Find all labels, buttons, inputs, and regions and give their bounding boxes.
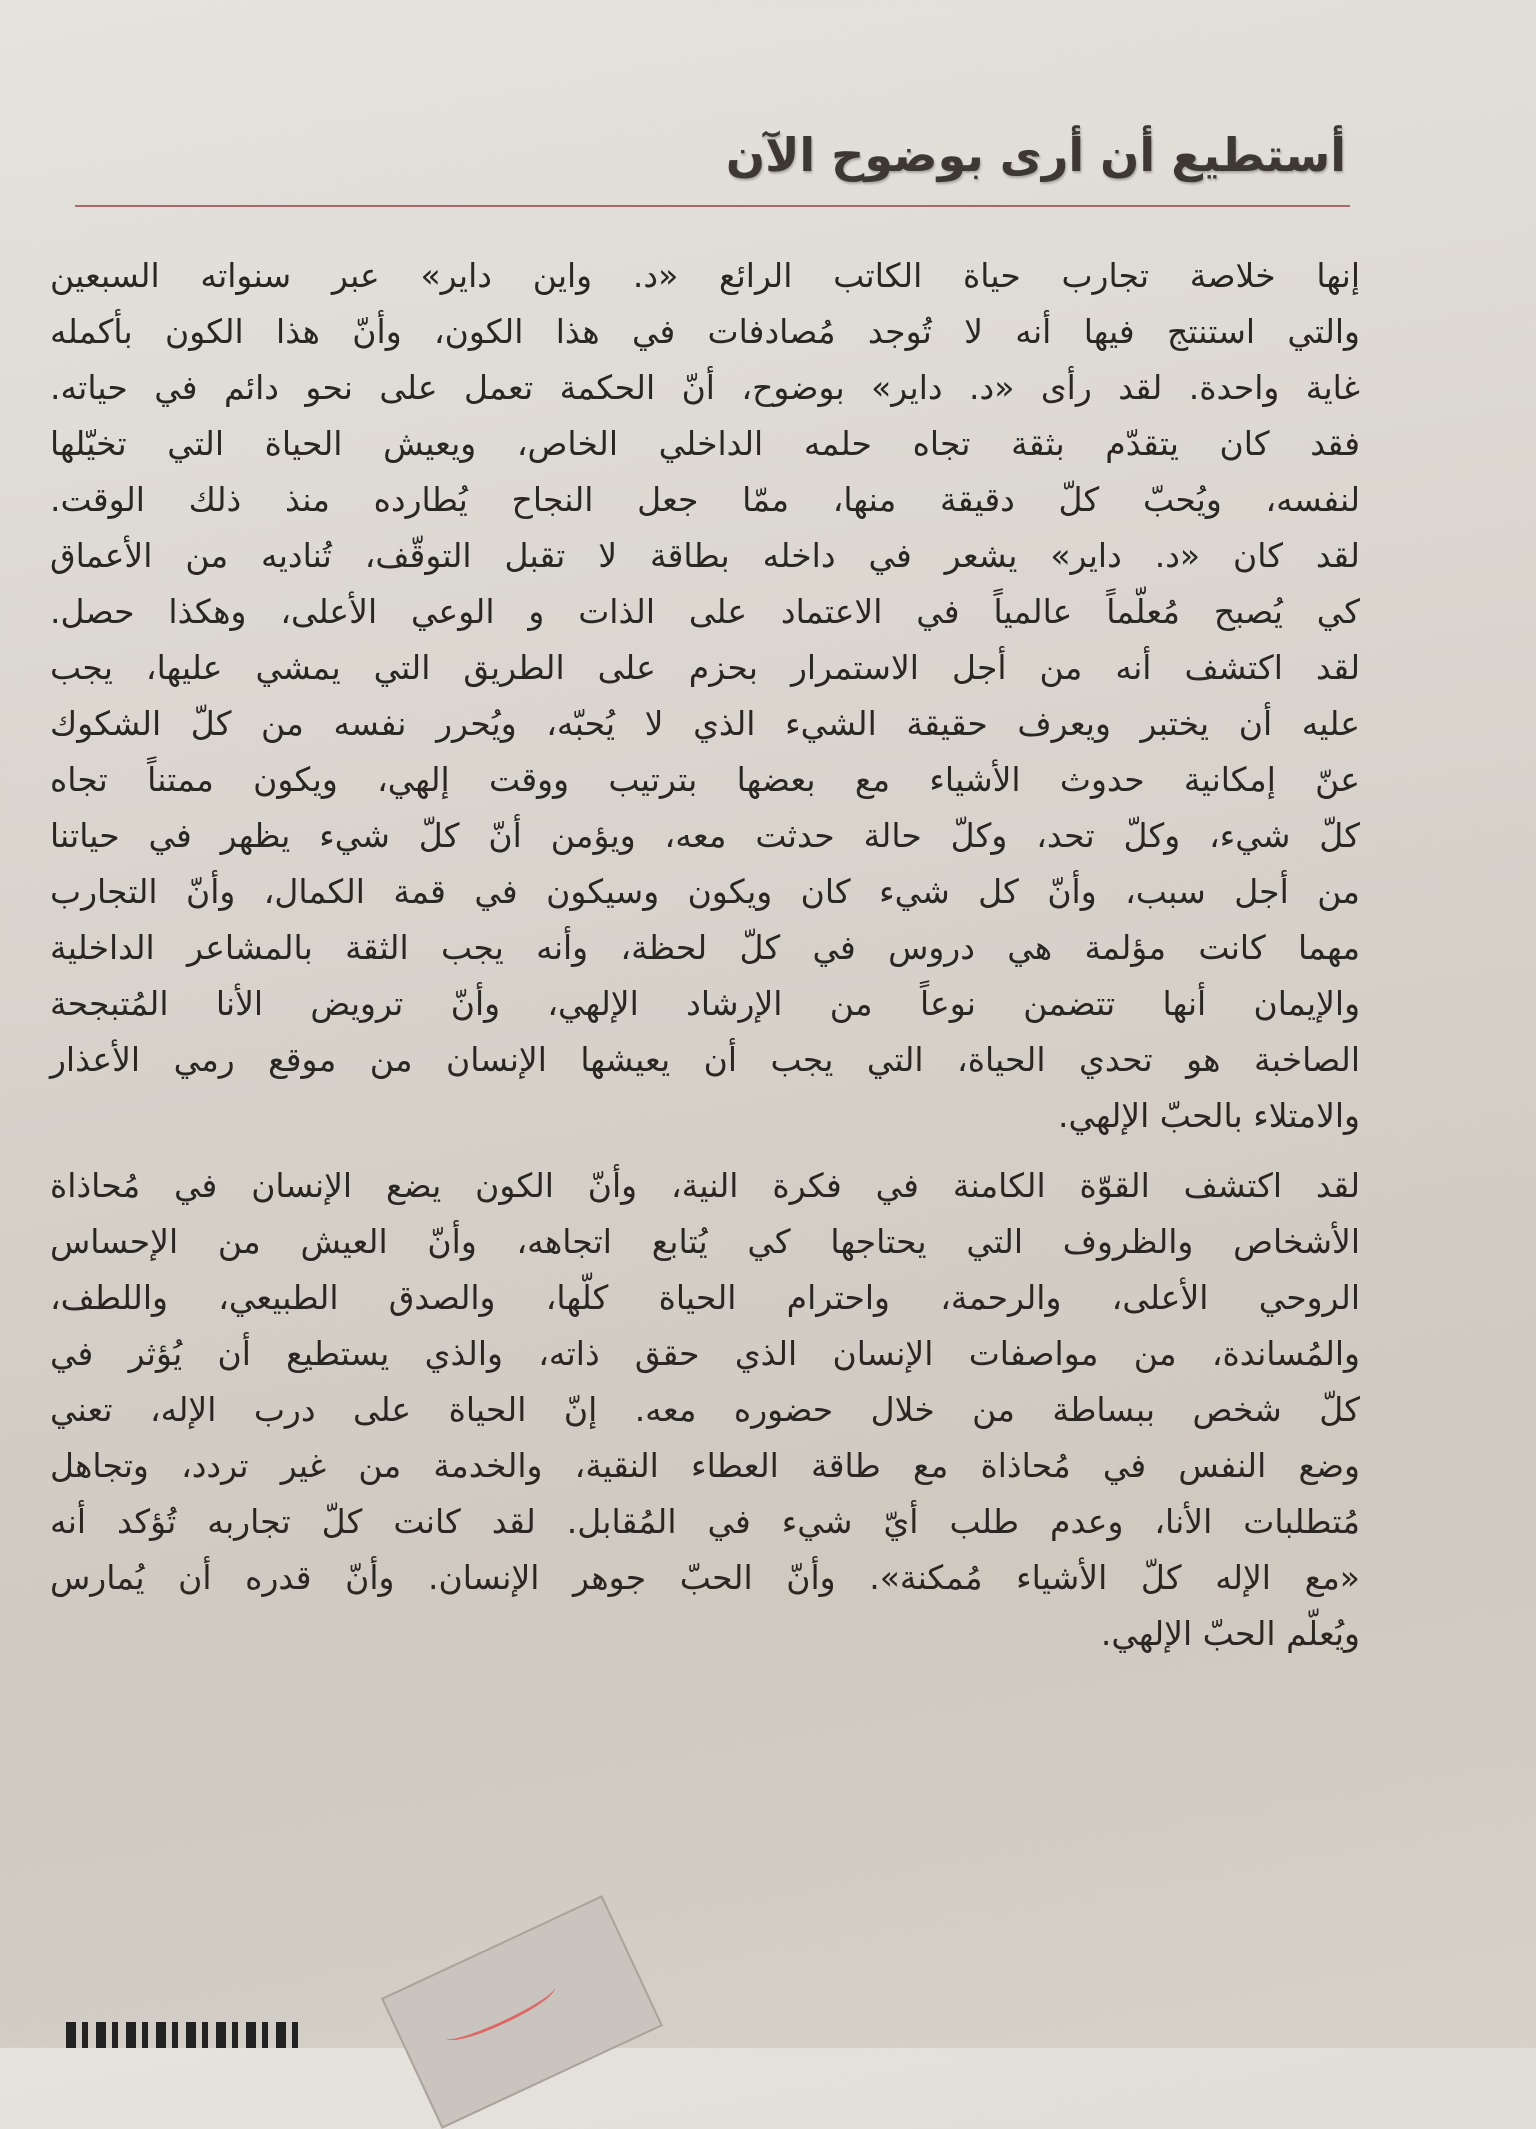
text-line: من أجل سبب، وأنّ كل شيء كان ويكون وسيكون في قمة الكمال، وأنّ التجارب (50, 872, 1360, 911)
text-line: «مع الإله كلّ الأشياء مُمكنة». وأنّ الحبّ جوهر الإنسان. وأنّ قدره أن يُمارس (50, 1558, 1360, 1597)
book-title: أستطيع أن أرى بوضوح الآن (725, 128, 1346, 182)
title-divider (75, 205, 1350, 207)
text-line: الصاخبة هو تحدي الحياة، التي يجب أن يعيشها الإنسان من موقع رمي الأعذار (50, 1040, 1360, 1079)
text-line: وضع النفس في مُحاذاة مع طاقة العطاء النقية، والخدمة من غير تردد، وتجاهل (50, 1446, 1360, 1485)
text-line: كي يُصبح مُعلّماً عالمياً في الاعتماد على الذات و الوعي الأعلى، وهكذا حصل. (50, 592, 1360, 631)
price-sticker (381, 1895, 663, 2129)
qr-code (66, 2022, 306, 2048)
text-line: لقد كان «د. داير» يشعر في داخله بطاقة لا تقبل التوقّف، تُناديه من الأعماق (50, 536, 1360, 575)
text-line: عنّ إمكانية حدوث الأشياء مع بعضها بترتيب ووقت إلهي، ويكون ممتناً تجاه (50, 760, 1360, 799)
paragraph-gap (50, 1144, 1360, 1158)
text-line: والامتلاء بالحبّ الإلهي. (1058, 1096, 1360, 1135)
text-line: والإيمان أنها تتضمن نوعاً من الإرشاد الإلهي، وأنّ ترويض الأنا المُتبجحة (50, 984, 1360, 1023)
text-line: ويُعلّم الحبّ الإلهي. (1100, 1614, 1360, 1653)
text-line: الروحي الأعلى، والرحمة، واحترام الحياة كلّها، والصدق الطبيعي، واللطف، (50, 1278, 1360, 1317)
text-line: فقد كان يتقدّم بثقة تجاه حلمه الداخلي الخاص، ويعيش الحياة التي تخيّلها (50, 424, 1360, 463)
text-line: والمُساندة، من مواصفات الإنسان الذي حقق ذاته، والذي يستطيع أن يُؤثر في (50, 1334, 1360, 1373)
text-line: لقد اكتشف أنه من أجل الاستمرار بحزم على الطريق التي يمشي عليها، يجب (50, 648, 1360, 687)
blurb-text (50, 248, 1360, 1662)
text-line: لنفسه، ويُحبّ كلّ دقيقة منها، ممّا جعل النجاح يُطارده منذ ذلك الوقت. (50, 480, 1360, 519)
text-line: كلّ شيء، وكلّ تحد، وكلّ حالة حدثت معه، ويؤمن أنّ كلّ شيء يظهر في حياتنا (50, 816, 1360, 855)
text-line: مُتطلبات الأنا، وعدم طلب أيّ شيء في المُقابل. لقد كانت كلّ تجاربه تُؤكد أنه (50, 1502, 1360, 1541)
text-line: كلّ شخص ببساطة من خلال حضوره معه. إنّ الحياة على درب الإله، تعني (50, 1390, 1360, 1429)
text-line: عليه أن يختبر ويعرف حقيقة الشيء الذي لا يُحبّه، ويُحرر نفسه من كلّ الشكوك (50, 704, 1360, 743)
text-line: والتي استنتج فيها أنه لا تُوجد مُصادفات في هذا الكون، وأنّ هذا الكون بأكمله (50, 312, 1360, 351)
text-line: إنها خلاصة تجارب حياة الكاتب الرائع «د. واين داير» عبر سنواته السبعين (50, 256, 1360, 295)
text-line: مهما كانت مؤلمة هي دروس في كلّ لحظة، وأنه يجب الثقة بالمشاعر الداخلية (50, 928, 1360, 967)
text-line: غاية واحدة. لقد رأى «د. داير» بوضوح، أنّ الحكمة تعمل على نحو دائم في حياته. (50, 368, 1360, 407)
text-line: لقد اكتشف القوّة الكامنة في فكرة النية، وأنّ الكون يضع الإنسان في مُحاذاة (50, 1166, 1360, 1205)
text-line: الأشخاص والظروف التي يحتاجها كي يُتابع اتجاهه، وأنّ العيش من الإحساس (50, 1222, 1360, 1261)
